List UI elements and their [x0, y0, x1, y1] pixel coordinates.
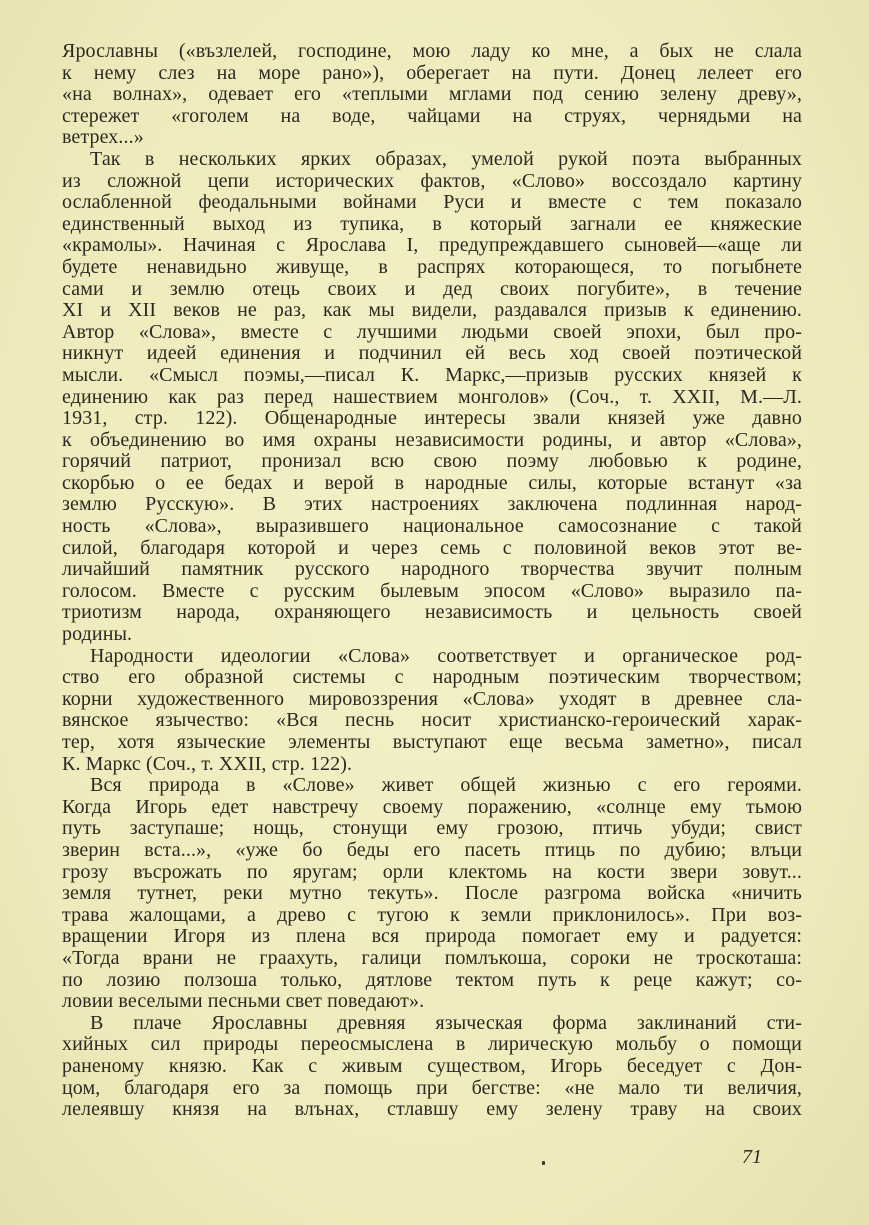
text-line: раненому князю. Как с живым существом, Игорь беседует с Дон-: [62, 1054, 802, 1077]
text-line: хийных сил природы переосмыслена в лирическую мольбу о помощи: [62, 1033, 802, 1056]
text-line: 1931, стр. 122). Общенародные интересы звали князей уже давно: [62, 407, 802, 430]
page-number: 71: [742, 1146, 762, 1168]
text-line: Ярославны («възлелей, господине, мою ладу ко мне, а бых не слала: [62, 40, 802, 62]
body-text: [62, 41, 802, 1121]
paragraph: [62, 149, 802, 646]
text-line: скорбью о ее бедах и верой в народные силы, которые встанут «за: [62, 471, 802, 494]
text-line: тер, хотя языческие элементы выступают еще весьма заметно», писал: [62, 731, 802, 753]
text-line: сами и землю отець своих и дед своих погубите», в течение: [62, 277, 802, 300]
text-line: зверин вста...», «уже бо беды его пасеть птиць по дубию; влъци: [62, 838, 802, 861]
text-line: Народности идеологии «Слова» соответствует и органическое род-: [90, 644, 802, 667]
text-line: «Тогда врани не граахуть, галици помлъкоша, сороки не троскоташа:: [62, 946, 802, 969]
text-line: единственный выход из тупика, в который загнали ее княжеские: [62, 212, 802, 235]
text-line: лелеявшу князя на влънах, стлавшу ему зелену траву на своих: [62, 1098, 802, 1121]
paragraph: [62, 1013, 802, 1121]
text-line: Так в нескольких ярких образах, умелой рукой поэта выбранных: [90, 147, 802, 170]
paragraph: [62, 775, 802, 1013]
text-line: никнут идеей единения и подчинил ей весь ход своей поэтической: [62, 342, 802, 365]
text-line: горячий патриот, пронизал всю свою поэму любовью к родине,: [62, 450, 802, 473]
text-line: «крамолы». Начиная с Ярослава I, предупреждавшего сыновей—«аще ли: [62, 234, 802, 257]
text-line: ство его образной системы с народным поэтическим творчеством;: [62, 666, 802, 689]
paragraph: [62, 41, 802, 149]
text-line: мысли. «Смысл поэмы,—писал К. Маркс,—призыв русских князей к: [62, 363, 802, 386]
text-line: ослабленной феодальными войнами Руси и вместе с тем показало: [62, 191, 802, 214]
text-line: вянское язычество: «Вся песнь носит христианско-героический харак-: [62, 709, 802, 732]
text-line: землю Русскую». В этих настроениях заключена подлинная народ-: [62, 493, 802, 516]
text-line: к нему слез на море рано»), оберегает на пути. Донец лелеет его: [62, 61, 802, 84]
text-line: «на волнах», одевает его «теплыми мглами под сению зелену древу»,: [62, 83, 802, 106]
text-line: личайший памятник русского народного творчества звучит полным: [62, 558, 802, 581]
text-line: ветрех...»: [62, 126, 144, 149]
text-line: К. Маркс (Соч., т. XXII, стр. 122).: [62, 752, 353, 775]
text-line: трава жалощами, а древо с тугою к земли приклонилось». При воз-: [62, 903, 802, 926]
text-line: единению как раз перед нашествием монголов» (Соч., т. XXII, М.—Л.: [62, 385, 802, 408]
text-line: по лозию ползоша только, дятлове тектом путь к реце кажут; со-: [62, 968, 802, 991]
text-line: к объединению во имя охраны независимости родины, и автор «Слова»,: [62, 428, 802, 451]
text-line: В плаче Ярославны древняя языческая форма заклинаний сти-: [90, 1011, 802, 1034]
paragraph: [62, 646, 802, 776]
text-line: Когда Игорь едет навстречу своему поражению, «солнце ему тьмою: [62, 795, 802, 818]
text-line: триотизм народа, охраняющего независимость и цельность своей: [62, 601, 802, 624]
text-line: силой, благодаря которой и через семь с половиной веков этот ве-: [62, 536, 802, 559]
text-line: цом, благодаря его за помощь при бегстве: «не мало ти величия,: [62, 1076, 802, 1099]
text-line: из сложной цепи исторических фактов, «Слово» воссоздало картину: [62, 169, 802, 192]
text-line: ловии веселыми песньми свет поведают».: [62, 990, 425, 1013]
text-line: будете ненавидьно живуще, в распрях которающеся, то погыбнете: [62, 255, 802, 278]
text-line: корни художественного мировоззрения «Слова» уходят в древнее сла-: [62, 687, 802, 710]
text-line: земля тутнет, реки мутно текуть». После разгрома войска «ничить: [62, 882, 802, 905]
text-line: голосом. Вместе с русским былевым эпосом «Слово» выразило па-: [62, 579, 802, 602]
text-line: родины.: [62, 623, 133, 646]
text-line: грозу въсрожать по яругам; орли клектомь на кости звери зовут...: [62, 860, 802, 883]
text-line: стережет «гоголем на воде, чайцами на струях, чернядьми на: [62, 104, 802, 127]
text-line: вращении Игоря из плена вся природа помогает ему и радуется:: [62, 925, 802, 948]
text-line: Автор «Слова», вместе с лучшими людьми своей эпохи, был про-: [62, 320, 802, 343]
text-line: XI и XII веков не раз, как мы видели, раздавался призыв к единению.: [62, 299, 802, 322]
print-speck: [542, 1161, 545, 1165]
text-line: путь заступаше; нощь, стонущи ему грозою, птичь убуди; свист: [62, 817, 802, 840]
text-line: ность «Слова», выразившего национальное самосознание с такой: [62, 515, 802, 538]
text-line: Вся природа в «Слове» живет общей жизнью с его героями.: [90, 774, 802, 797]
